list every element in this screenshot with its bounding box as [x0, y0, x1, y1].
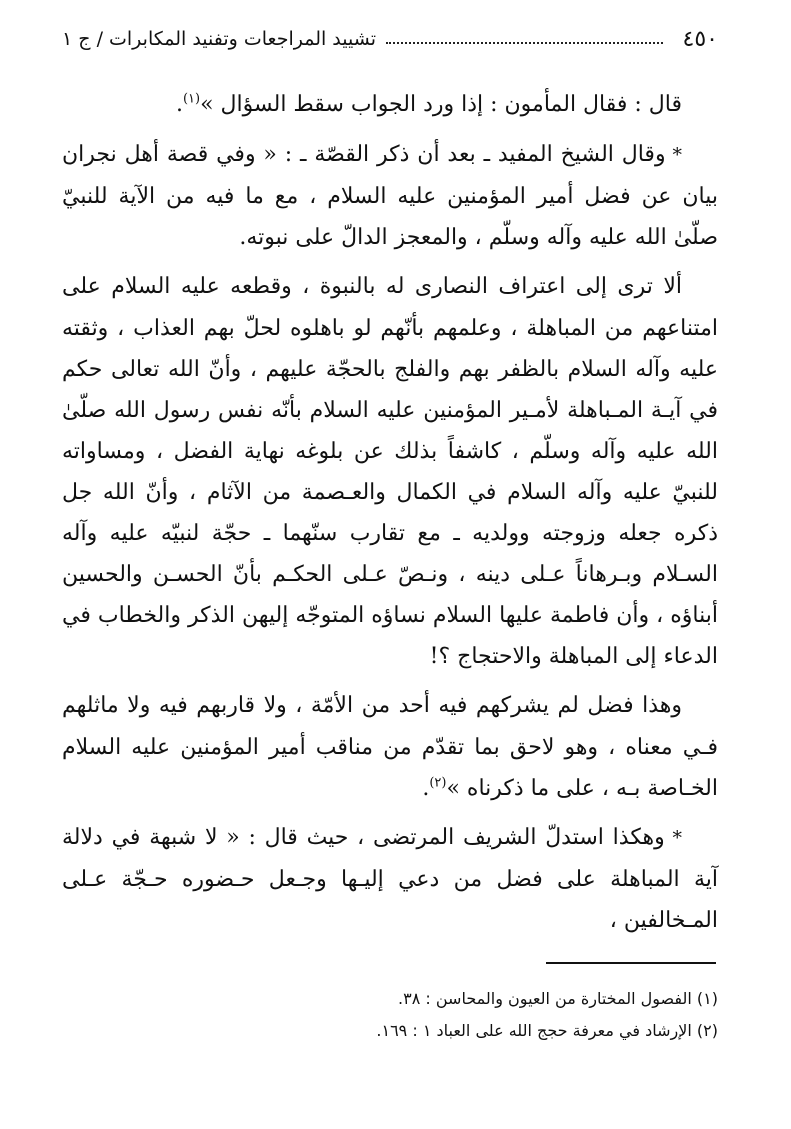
- paragraph-4: [62, 685, 718, 809]
- paragraph-text: ألا ترى إلى اعتراف النصارى له بالنبوة ، وقطعه عليه السلام على امتناعهم من المباهلة ، وعلمهم بأنّهم لو باهلوه لحلّ بهم العذاب ، وثقته عليه وآله السلام بالظفر بهم والفلج بالحجّة عليهم ، وأنّ الله تعالى حكم في آيـة المـباهلة لأمـير المؤمنين عليه السلام بأنّه نفس رسول الله صلّىٰ الله عليه وآله وسلّم ، كاشفاً بذلك عن بلوغه نهاية الفضل ، ومساواته للنبيّ عليه وآله السلام في الكمال والعـصمة من الآثام ، وأنّ الله جل ذكره جعله وزوجته وولديه ـ مع تقارب سنّهما ـ حجّة لنبيّه عليه وآله السـلام وبـرهاناً عـلى دينه ، ونـصّ عـلى الحكـم بأنّ الحسـن والحسين أبناؤه ، وأن فاطمة عليها السلام نساؤه المتوجّه إليهن الذكر والخطاب في الدعاء إلى المباهلة والاحتجاج ؟!: [62, 274, 718, 669]
- star-marker: *: [665, 144, 682, 166]
- book-title: تشييد المراجعات وتفنيد المكابرات / ج ١: [62, 28, 376, 50]
- paragraph-text: وقال الشيخ المفيد ـ بعد أن ذكر القصّة ـ : « وفي قصة أهل نجران بيان عن فضل أمير المؤمنين عليه السلام ، مع ما فيه من الآية للنبيّ صلّىٰ الله عليه وآله وسلّم ، والمعجز الدالّ على نبوته.: [62, 142, 718, 250]
- footnote-ref-1[interactable]: (١): [182, 91, 201, 107]
- footnote-1: (١) الفصول المختارة من العيون والمحاسن : ٣٨.: [398, 989, 718, 1008]
- paragraph-1: [62, 84, 718, 126]
- running-header: [62, 22, 718, 56]
- footnote-ref-2[interactable]: (٢): [429, 775, 447, 791]
- footnote-2: (٢) الإرشاد في معرفة حجج الله على العباد ١ : ١٦٩.: [376, 1021, 718, 1040]
- paragraph-text: وهكذا استدلّ الشريف المرتضى ، حيث قال : « لا شبهة في دلالة آية المباهلة على فضل من دعي إليـها وجـعل حـضوره حـجّة عـلى المـخالفين ،: [62, 825, 718, 933]
- footnotes: [62, 984, 718, 1048]
- main-text: [62, 84, 718, 949]
- footnote-divider: [546, 962, 716, 964]
- paragraph-text: قال : فقال المأمون : إذا ورد الجواب سقط السؤال »: [200, 92, 682, 117]
- page-number: ٤٥٠: [682, 26, 718, 52]
- paragraph-end: .: [422, 776, 430, 801]
- paragraph-5: [62, 817, 718, 941]
- star-marker: *: [664, 827, 682, 849]
- paragraph-text: وهذا فضل لم يشركهم فيه أحد من الأمّة ، ولا قاربهم فيه ولا ماثلهم فـي معناه ، وهو لاحق بما تقدّم من مناقب أمير المؤمنين عليه السلام الخـاصة بـه ، على ما ذكرناه »: [62, 693, 718, 801]
- paragraph-end: .: [175, 92, 183, 117]
- paragraph-3: [62, 266, 718, 677]
- paragraph-2: [62, 134, 718, 258]
- header-dot-leader: [386, 42, 663, 44]
